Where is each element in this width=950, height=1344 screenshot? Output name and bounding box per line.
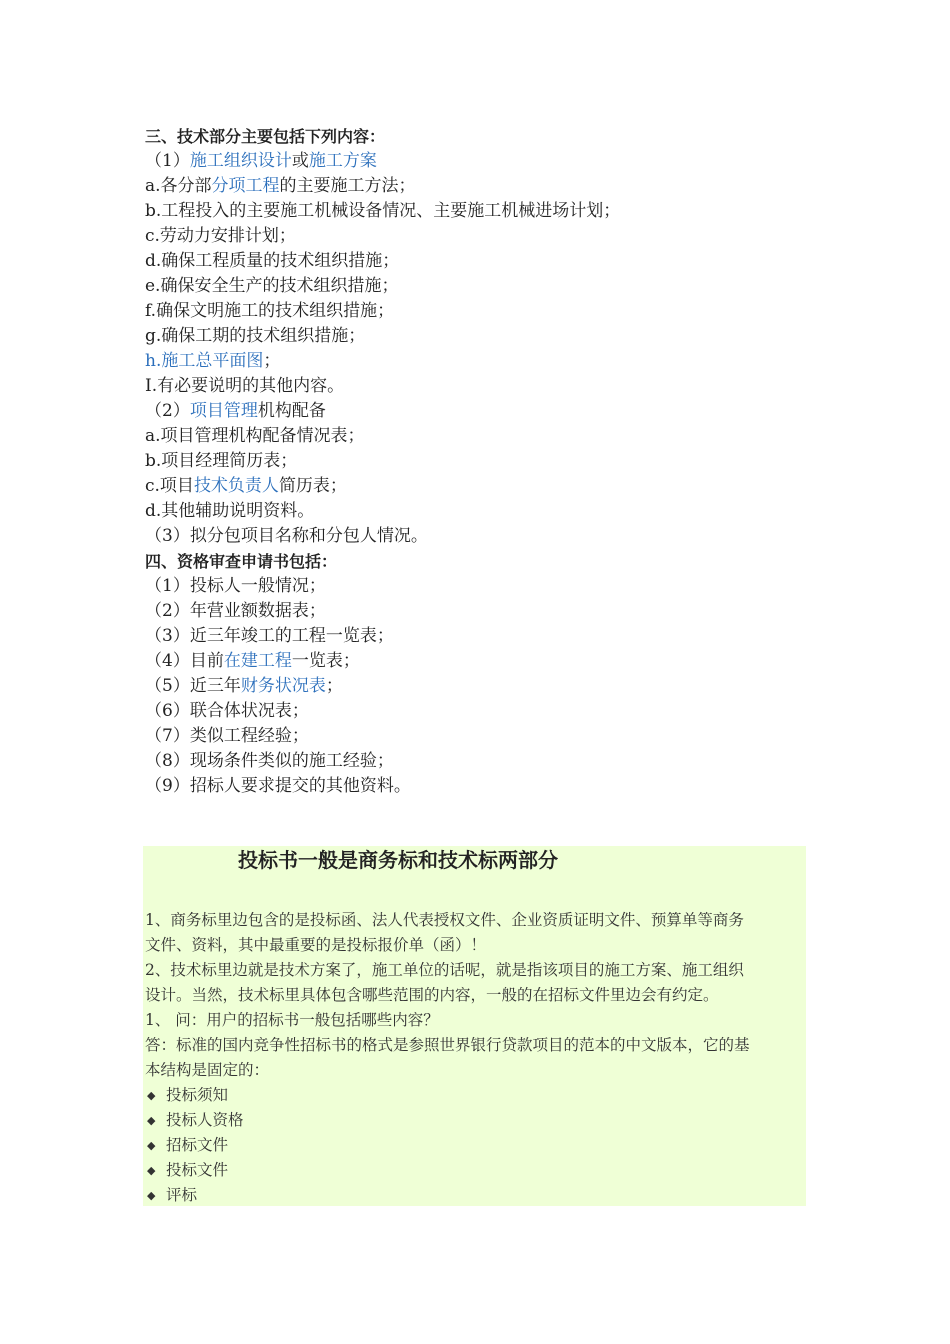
section-heading-technical: 三、技术部分主要包括下列内容： (145, 127, 386, 146)
list-item: （9）招标人要求提交的其他资料。 (145, 776, 411, 796)
list-item: b.工程投入的主要施工机械设备情况、主要施工机械进场计划； (145, 201, 621, 221)
list-item: g.确保工期的技术组织措施； (145, 326, 366, 346)
diamond-bullet-icon: ◆ (147, 1089, 156, 1102)
list-item: （6）联合体状况表； (145, 701, 309, 721)
list-item: a.各分部分项工程的主要施工方法； (145, 176, 416, 196)
list-item: （5）近三年财务状况表； (145, 676, 343, 696)
bullet-item: ◆ 评标 (147, 1183, 197, 1208)
list-item: （4）目前在建工程一览表； (145, 651, 360, 671)
bullet-item: ◆ 投标须知 (147, 1083, 228, 1108)
link-under-construction[interactable]: 在建工程 (223, 651, 292, 671)
list-item: c.项目技术负责人简历表； (145, 476, 347, 496)
list-item: I.有必要说明的其他内容。 (145, 376, 345, 396)
bullet-item: ◆ 投标文件 (147, 1158, 228, 1183)
list-item: f.确保文明施工的技术组织措施； (145, 301, 395, 321)
link-sub-project[interactable]: 分项工程 (211, 176, 280, 196)
list-item: d.其他辅助说明资料。 (145, 501, 315, 521)
link-technical-lead[interactable]: 技术负责人 (193, 476, 279, 496)
paragraph-line: 1、商务标里边包含的是投标函、法人代表授权文件、企业资质证明文件、预算单等商务 (145, 911, 744, 929)
paragraph-line: 设计。当然，技术标里具体包含哪些范围的内容，一般的在招标文件里边会有约定。 (145, 986, 719, 1004)
diamond-bullet-icon: ◆ (147, 1114, 156, 1127)
list-item: （2）年营业额数据表； (145, 601, 326, 621)
link-construction-plan[interactable]: 施工方案 (308, 151, 377, 171)
list-item: （7）类似工程经验； (145, 726, 309, 746)
list-item: a.项目管理机构配备情况表； (145, 426, 365, 446)
list-item: （2）项目管理机构配备 (145, 401, 326, 421)
diamond-bullet-icon: ◆ (147, 1164, 156, 1177)
section-heading-qualification: 四、资格审查申请书包括： (145, 552, 338, 571)
list-item: （3）拟分包项目名称和分包人情况。 (145, 526, 428, 546)
box-title: 投标书一般是商务标和技术标两部分 (238, 848, 558, 872)
link-financial-statement[interactable]: 财务状况表 (240, 676, 326, 696)
question-line: 1、 问：用户的招标书一般包括哪些内容？ (145, 1011, 439, 1029)
paragraph-line: 文件、资料，其中最重要的是投标报价单（函）！ (145, 936, 487, 954)
list-item: （3）近三年竣工的工程一览表； (145, 626, 394, 646)
bullet-item: ◆ 招标文件 (147, 1133, 228, 1158)
list-item: （1）施工组织设计或施工方案 (145, 151, 377, 171)
link-construction-design[interactable]: 施工组织设计 (189, 151, 292, 171)
list-item: （8）现场条件类似的施工经验； (145, 751, 394, 771)
answer-line: 答：标准的国内竞争性招标书的格式是参照世界银行贷款项目的范本的中文版本，它的基 (145, 1036, 750, 1054)
list-item: h.施工总平面图； (145, 351, 281, 371)
list-item: e.确保安全生产的技术组织措施； (145, 276, 399, 296)
diamond-bullet-icon: ◆ (147, 1139, 156, 1152)
list-item: （1）投标人一般情况； (145, 576, 326, 596)
list-item: b.项目经理简历表； (145, 451, 298, 471)
list-item: c.劳动力安排计划； (145, 226, 296, 246)
list-item: d.确保工程质量的技术组织措施； (145, 251, 400, 271)
diamond-bullet-icon: ◆ (147, 1189, 156, 1202)
answer-line: 本结构是固定的： (145, 1061, 270, 1079)
link-project-management[interactable]: 项目管理 (189, 401, 258, 421)
paragraph-line: 2、技术标里边就是技术方案了，施工单位的话呢，就是指该项目的施工方案、施工组织 (145, 961, 744, 979)
link-site-plan[interactable]: 施工总平面图 (161, 351, 264, 371)
bullet-item: ◆ 投标人资格 (147, 1108, 243, 1133)
